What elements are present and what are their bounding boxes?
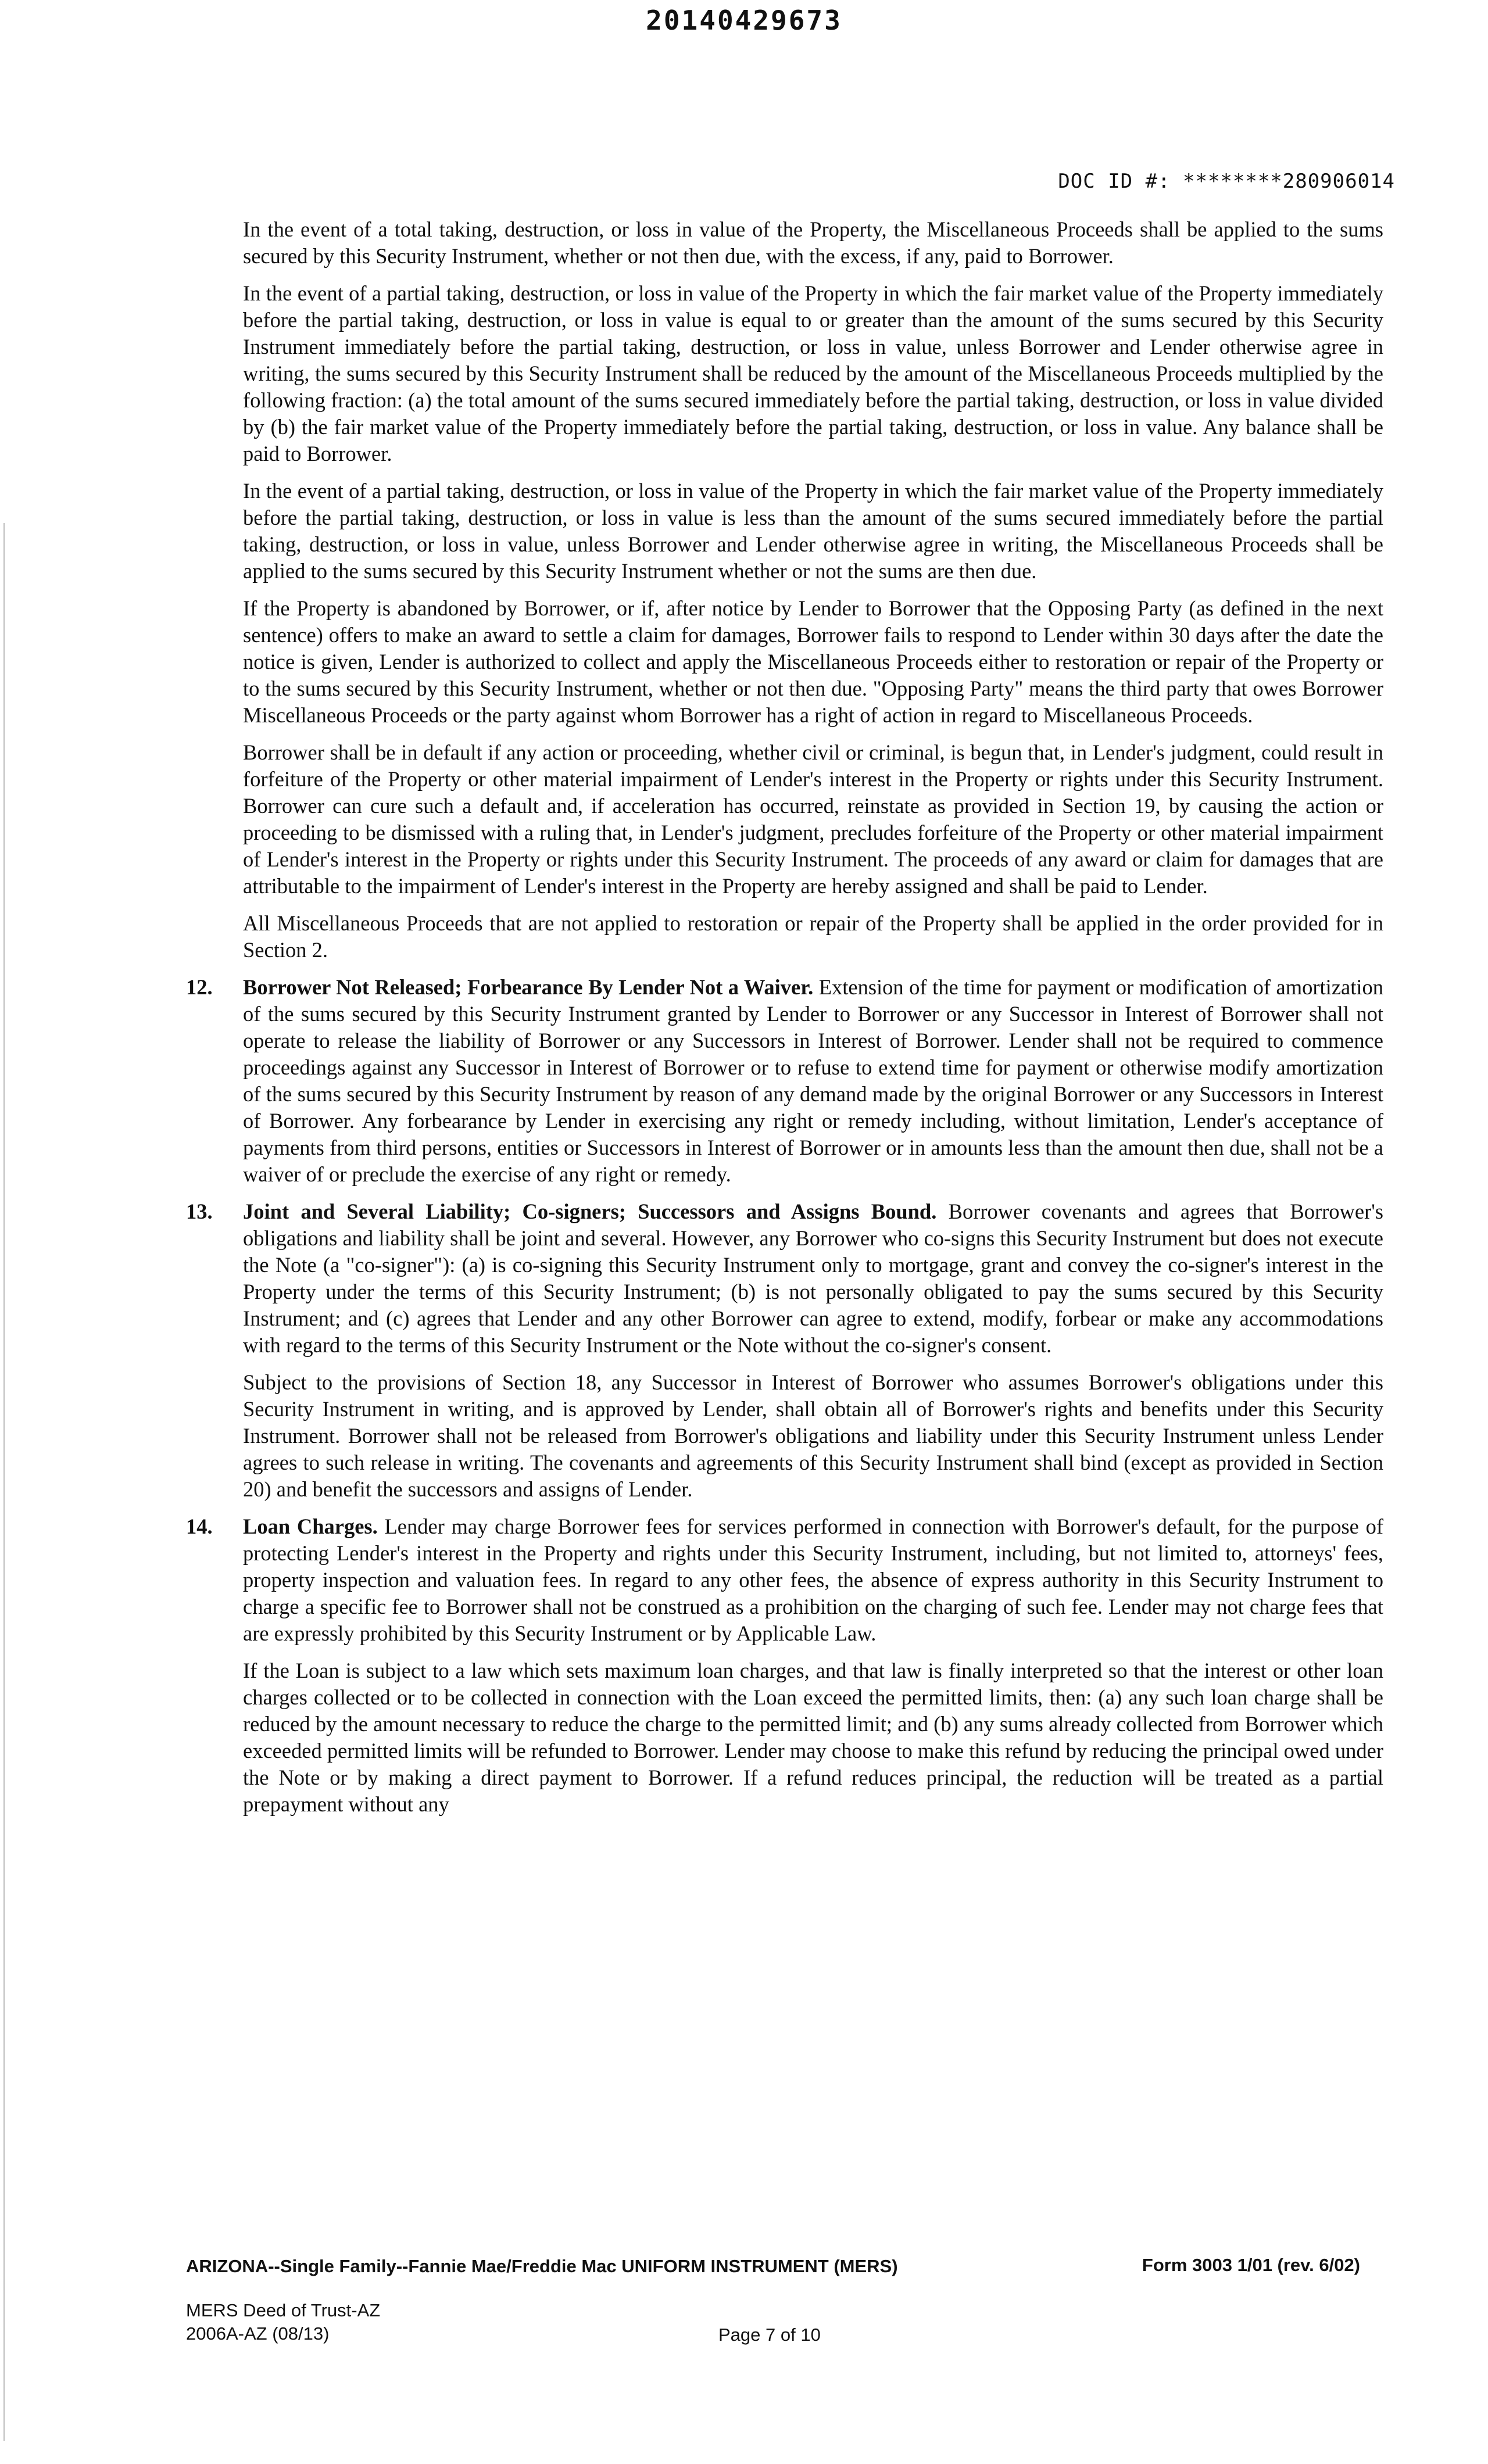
section-12 xyxy=(186,974,1384,1188)
paragraph-abandoned-property: If the Property is abandoned by Borrower, or if, after notice by Lender to Borrower that the Opposing Party (as defined in the next sentence) offers to make an award to settle a claim for damages, Borrower fails to respond to Lender within 30 days after the date the notice is given, Lender is authorized to collect and apply the Miscellaneous Proceeds either to restoration or repair of the Property or to the sums secured by this Security Instrument, whether or not then due. "Opposing Party" means the third party that owes Borrower Miscellaneous Proceeds or the party against whom Borrower has a right of action in regard to Miscellaneous Proceeds. xyxy=(243,596,1383,727)
paragraph-partial-taking-less: In the event of a partial taking, destruction, or loss in value of the Property in which the fair market value of the Property immediately before the partial taking, destruction, or loss in value is less than the amount of the sums secured immediately before the partial taking, destruction, or loss in value, unless Borrower and Lender otherwise agree in writing, the Miscellaneous Proceeds shall be applied to the sums secured by this Security Instrument whether or not the sums are then due. xyxy=(243,479,1383,583)
section-14-paragraph-2: If the Loan is subject to a law which sets maximum loan charges, and that law is finally interpreted so that the interest or other loan charges collected or to be collected in connection with the Loan exceed the permitted limits, then: (a) any such loan charge shall be reduced by the amount necessary to reduce the charge to the permitted limit; and (b) any sums already collected from Borrower which exceeded permitted limits will be refunded to Borrower. Lender may choose to make this refund by reducing the principal owed under the Note or by making a direct payment to Borrower. If a refund reduces principal, the reduction will be treated as a partial prepayment without any xyxy=(243,1659,1383,1816)
document-body xyxy=(186,216,1384,1828)
paragraph-default-action: Borrower shall be in default if any action or proceeding, whether civil or criminal, is begun that, in Lender's judgment, could result in forfeiture of the Property or other material impairment of Lender's interest in the Property or rights under this Security Instrument. Borrower can cure such a default and, if acceleration has occurred, reinstate as provided in Section 19, by causing the action or proceeding to be dismissed with a ruling that, in Lender's judgment, precludes forfeiture of the Property or other material impairment of Lender's interest in the Property or rights under this Security Instrument. The proceeds of any award or claim for damages that are attributable to the impairment of Lender's interest in the Property are hereby assigned and shall be paid to Lender. xyxy=(243,740,1383,898)
form-title: ARIZONA--Single Family--Fannie Mae/Freddie Mac UNIFORM INSTRUMENT (MERS) xyxy=(186,2256,898,2276)
doc-id: DOC ID #: ********280906014 xyxy=(1058,170,1395,193)
section-number: 14. xyxy=(186,1514,213,1538)
page-number: Page 7 of 10 xyxy=(718,2325,821,2345)
section-title: Loan Charges. xyxy=(243,1514,378,1538)
section-number: 12. xyxy=(186,975,213,999)
section-text: Lender may charge Borrower fees for services performed in connection with Borrower's default, for the purpose of protecting Lender's interest in the Property and rights under this Security Instrument, including, but not limited to, attorneys' fees, property inspection and valuation fees. In regard to any other fees, the absence of express authority in this Security Instrument to charge a specific fee to Borrower shall not be construed as a prohibition on the charging of such fee. Lender may not charge fees that are expressly prohibited by this Security Instrument or by Applicable Law. xyxy=(243,1514,1383,1645)
paragraph-total-taking: In the event of a total taking, destruction, or loss in value of the Property, the Miscellaneous Proceeds shall be applied to the sums secured by this Security Instrument, whether or not then due, with the excess, if any, paid to Borrower. xyxy=(243,217,1383,268)
section-14 xyxy=(186,1513,1383,1647)
section-title: Joint and Several Liability; Co-signers; Successors and Assigns Bound. xyxy=(243,1199,937,1223)
section-13 xyxy=(186,1198,1384,1359)
section-13-paragraph-2: Subject to the provisions of Section 18, any Successor in Interest of Borrower who assumes Borrower's obligations under this Security Instrument in writing, and is approved by Lender, shall obtain all of Borrower's rights and benefits under this Security Instrument. Borrower shall not be released from Borrower's obligations and liability under this Security Instrument unless Lender agrees to such release in writing. The covenants and agreements of this Security Instrument shall bind (except as provided in Section 20) and benefit the successors and assigns of Lender. xyxy=(243,1370,1383,1501)
section-text: Extension of the time for payment or modification of amortization of the sums secured by this Security Instrument granted by Lender to Borrower or any Successor in Interest of Borrower shall not operate to release the liability of Borrower or any Successors in Interest of Borrower. Lender shall not be required to commence proceedings against any Successor in Interest of Borrower or to refuse to extend time for payment or otherwise modify amortization of the sums secured by this Security Instrument by reason of any demand made by the original Borrower or any Successors in Interest of Borrower. Any forbearance by Lender in exercising any right or remedy including, without limitation, Lender's acceptance of payments from third persons, entities or Successors in Interest of Borrower or in amounts less than the amount then due, shall not be a waiver of or preclude the exercise of any right or remedy. xyxy=(243,975,1384,1186)
section-title: Borrower Not Released; Forbearance By Lender Not a Waiver. xyxy=(243,975,814,999)
section-text: Borrower covenants and agrees that Borrower's obligations and liability shall be joint and several. However, any Borrower who co-signs this Security Instrument but does not execute the Note (a "co-signer"): (a) is co-signing this Security Instrument only to mortgage, grant and convey the co-signer's interest in the Property under the terms of this Security Instrument; (b) is not personally obligated to pay the sums secured by this Security Instrument; and (c) agrees that Lender and any other Borrower can agree to extend, modify, forbear or make any accommodations with regard to the terms of this Security Instrument or the Note without the co-signer's consent. xyxy=(243,1199,1384,1357)
doc-code: 2006A-AZ (08/13) xyxy=(186,2323,330,2344)
scan-edge-line xyxy=(3,523,5,2441)
recording-number: 20140429673 xyxy=(646,5,842,36)
doc-type: MERS Deed of Trust-AZ xyxy=(186,2300,381,2320)
paragraph-partial-taking-greater: In the event of a partial taking, destruction, or loss in value of the Property in which the fair market value of the Property immediately before the partial taking, destruction, or loss in value is equal to or greater than the amount of the sums secured by this Security Instrument immediately before the partial taking, destruction, or loss in value, unless Borrower and Lender otherwise agree in writing, the sums secured by this Security Instrument shall be reduced by the amount of the Miscellaneous Proceeds multiplied by the following fraction: (a) the total amount of the sums secured immediately before the partial taking, destruction, or loss in value divided by (b) the fair market value of the Property immediately before the partial taking, destruction, or loss in value. Any balance shall be paid to Borrower. xyxy=(243,281,1383,465)
paragraph-misc-proceeds-order: All Miscellaneous Proceeds that are not applied to restoration or repair of the Property shall be applied in the order provided for in Section 2. xyxy=(243,911,1383,962)
form-number: Form 3003 1/01 (rev. 6/02) xyxy=(1142,2255,1360,2275)
section-number: 13. xyxy=(186,1199,213,1223)
